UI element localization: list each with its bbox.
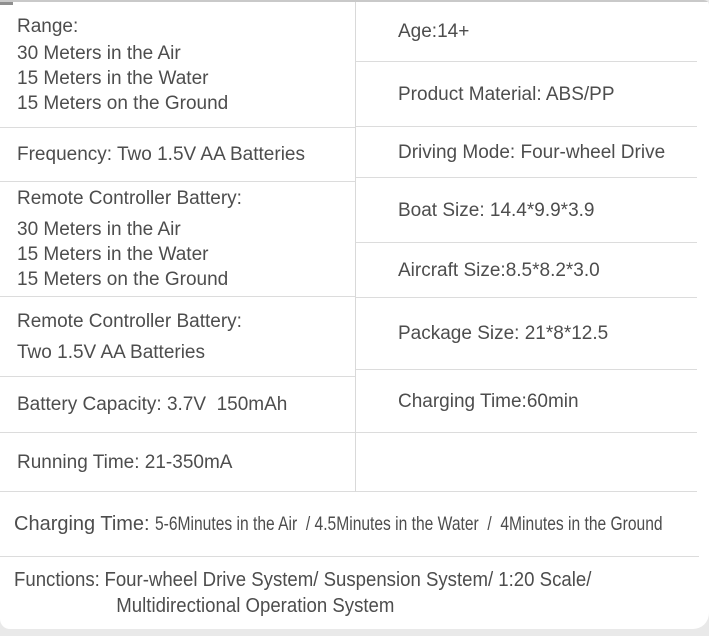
spec-text: 30 Meters in the Air	[17, 42, 181, 64]
spec-text: Remote Controller Battery:	[17, 310, 242, 332]
spec-table	[0, 2, 709, 492]
functions-line1	[14, 567, 591, 593]
spec-cell-right-8	[356, 433, 697, 492]
spec-text: Battery Capacity: 3.7V 150mAh	[17, 394, 288, 415]
spec-cell-left-2	[0, 128, 355, 182]
spec-text: Product Material: ABS/PP	[398, 83, 615, 105]
spec-text: Aircraft Size:8.5*8.2*3.0	[398, 259, 600, 281]
functions-label: Functions:	[14, 569, 100, 591]
spec-text: Remote Controller Battery:	[17, 188, 242, 209]
spec-cell-right-6	[356, 298, 697, 370]
spec-column-left	[0, 2, 355, 492]
spec-text: 30 Meters in the Air	[17, 219, 181, 240]
spec-text: 15 Meters in the Water	[17, 244, 209, 265]
spec-cell-right-5	[356, 243, 697, 298]
spec-cell-left-4	[0, 297, 355, 377]
functions-text-block	[14, 567, 591, 619]
spec-text: 15 Meters on the Ground	[17, 92, 229, 114]
spec-cell-left-3	[0, 182, 355, 297]
spec-text: Boat Size: 14.4*9.9*3.9	[398, 199, 595, 221]
functions-row	[0, 557, 709, 629]
spec-text: Running Time: 21-350mA	[17, 451, 233, 473]
charging-time-value: 5-6Minutes in the Air / 4.5Minutes in the Water / 4Minutes in the Ground	[154, 512, 663, 535]
spec-cell-right-2	[356, 62, 697, 127]
spec-text: 15 Meters on the Ground	[17, 269, 229, 290]
spec-cell-right-1	[356, 2, 697, 62]
functions-value-line1: Four-wheel Drive System/ Suspension System/ 1:20 Scale/	[104, 569, 592, 591]
spec-text: Package Size: 21*8*12.5	[398, 323, 609, 344]
functions-value-line2: Multidirectional Operation System	[116, 595, 395, 617]
spec-cell-right-3	[356, 127, 697, 178]
spec-text: Age:14+	[398, 21, 470, 42]
charging-time-row	[0, 492, 699, 557]
charging-time-label: Charging Time:	[14, 512, 150, 535]
spec-cell-left-5	[0, 377, 355, 433]
spec-cell-right-7	[356, 370, 697, 433]
spec-column-right	[355, 2, 709, 492]
spec-text: Range:	[17, 15, 79, 37]
spec-cell-left-1	[0, 2, 355, 128]
spec-text: 15 Meters in the Water	[17, 67, 209, 89]
spec-cell-right-4	[356, 178, 697, 243]
spec-text: Charging Time:60min	[398, 390, 579, 412]
spec-text: Driving Mode: Four-wheel Drive	[398, 141, 666, 163]
top-left-mark	[0, 2, 13, 5]
spec-cell-left-6	[0, 433, 355, 492]
spec-text: Two 1.5V AA Batteries	[17, 341, 205, 363]
spec-text: Frequency: Two 1.5V AA Batteries	[17, 144, 305, 165]
